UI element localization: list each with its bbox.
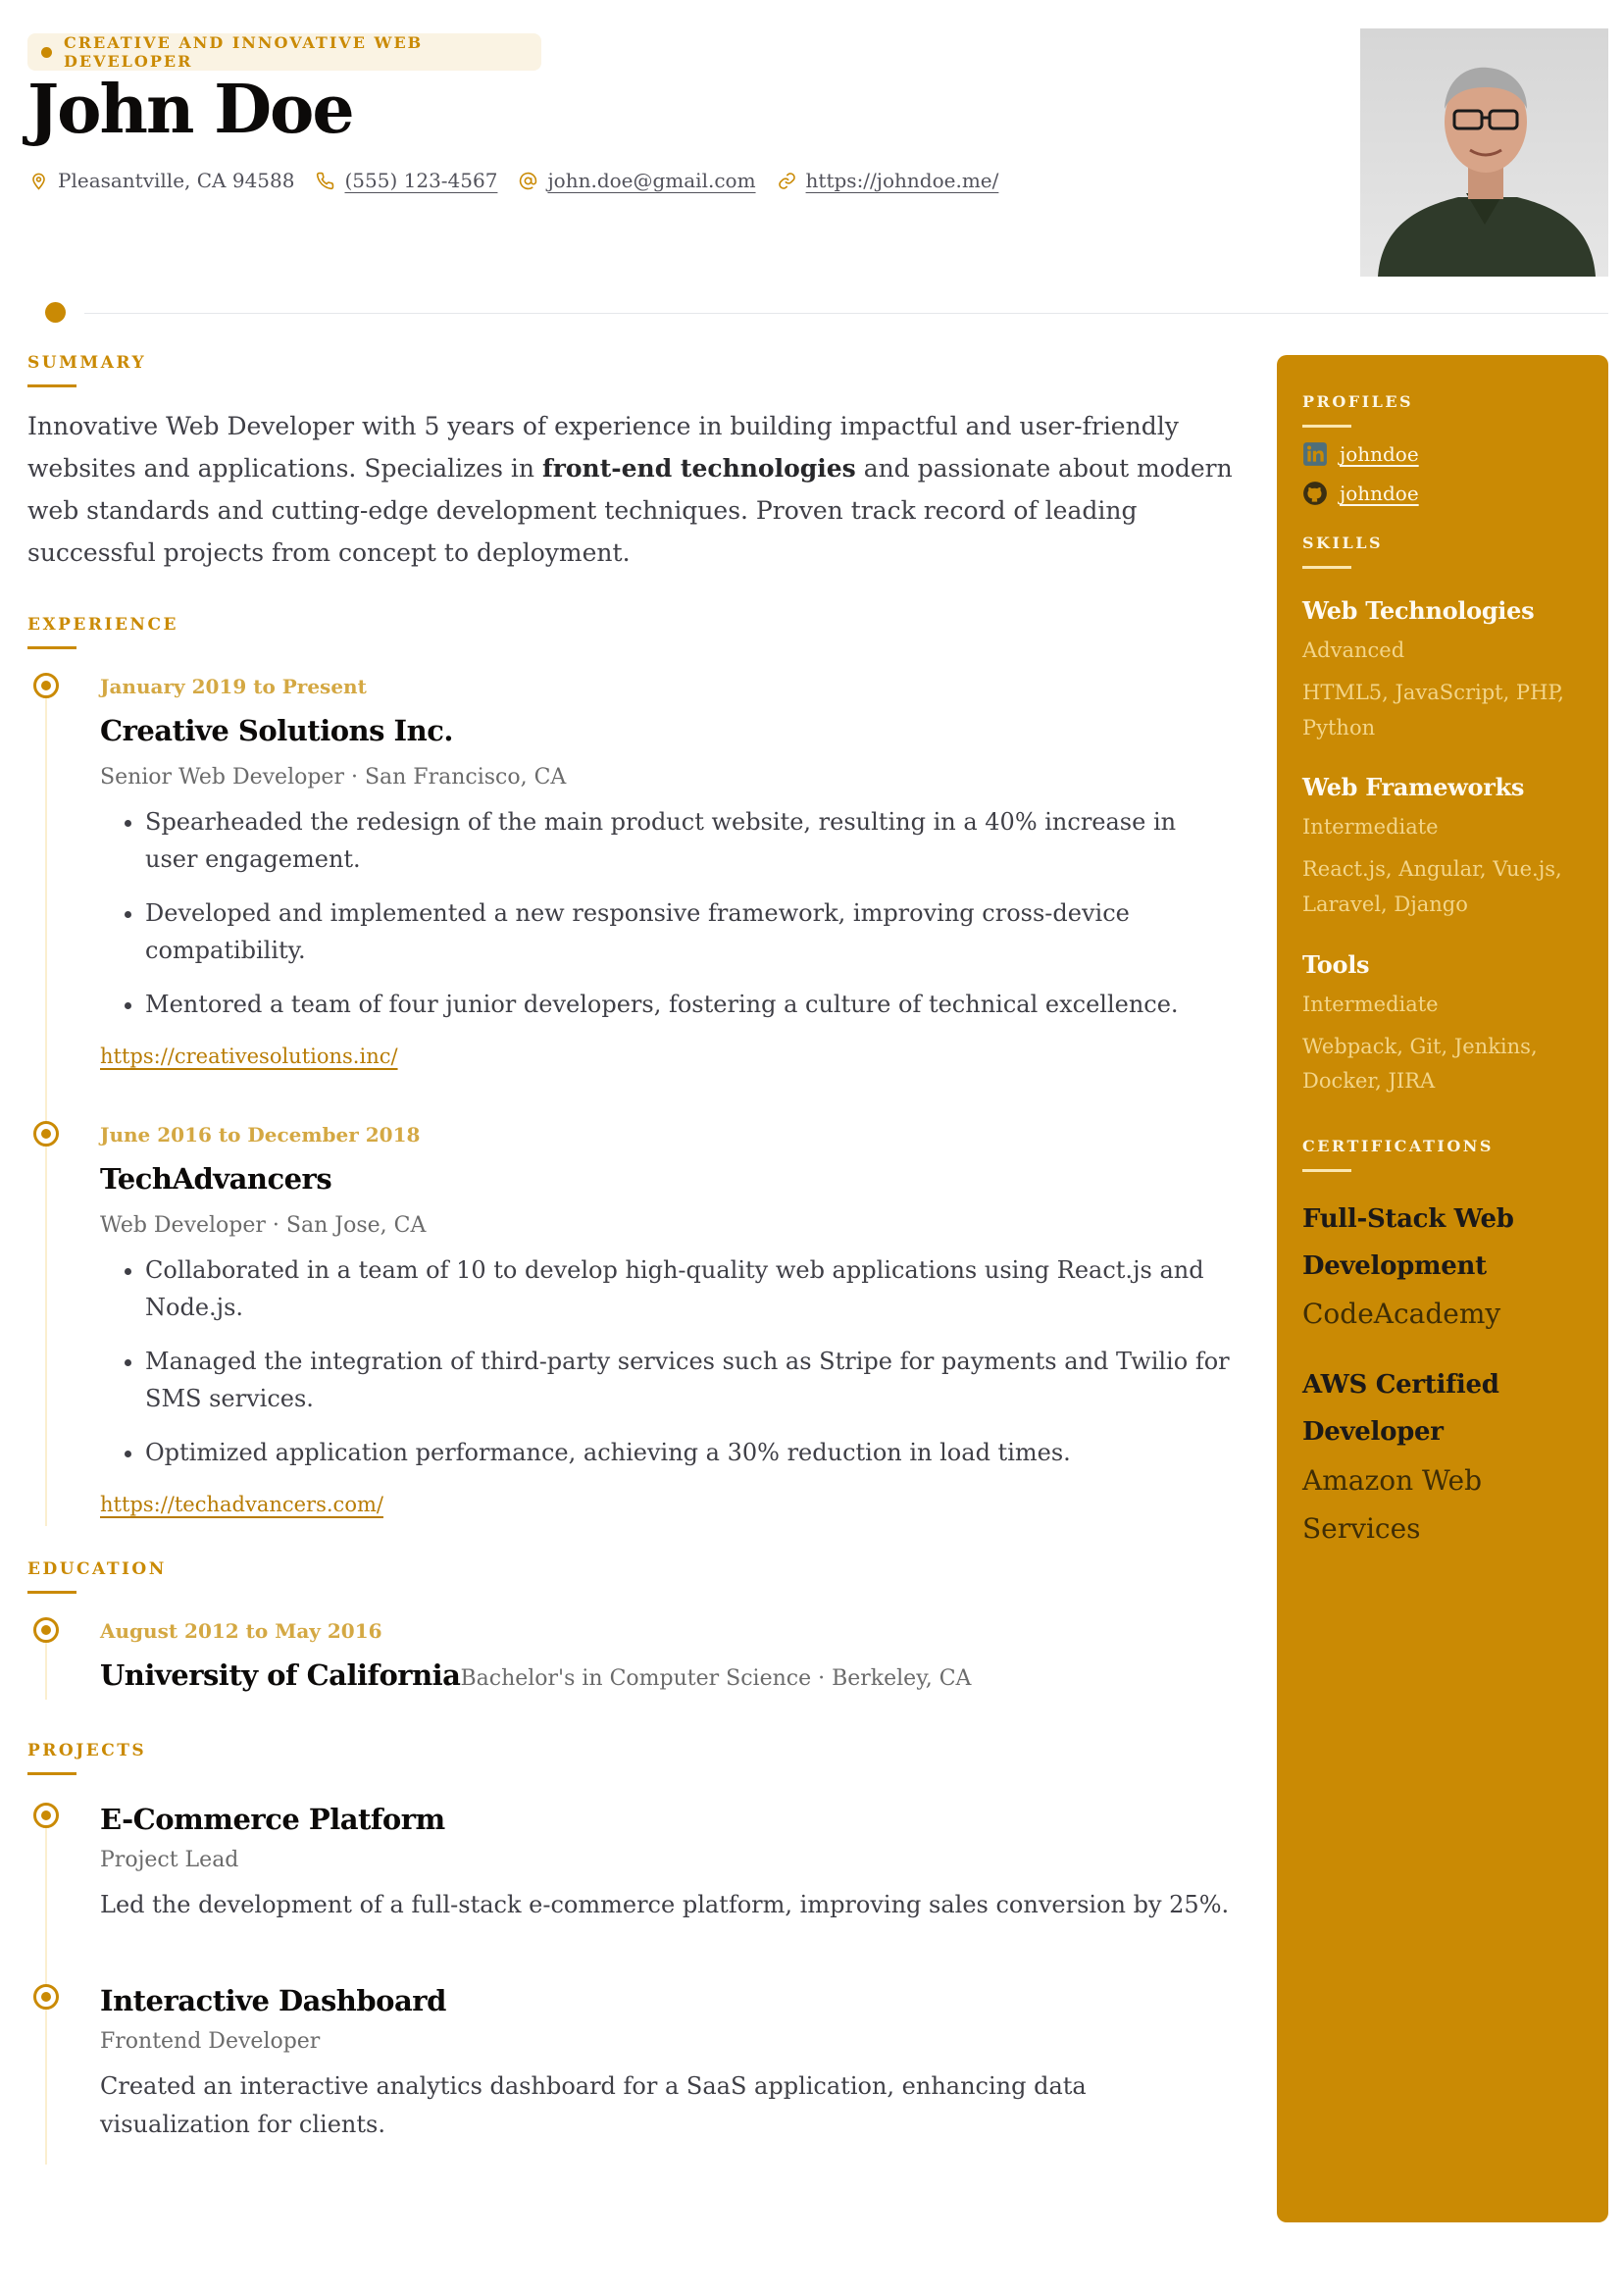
experience-entry: [47, 1121, 1236, 1516]
circle-dot-icon: [33, 1121, 59, 1147]
circle-dot-icon: [33, 673, 59, 698]
profiles-title: PROFILES: [1302, 392, 1414, 411]
certification-name: Full-Stack Web Development: [1302, 1204, 1514, 1282]
contact-email[interactable]: [519, 169, 755, 192]
linkedin-icon: [1302, 441, 1328, 467]
phone-link[interactable]: (555) 123-4567: [344, 169, 498, 192]
job-role: Web Developer · San Jose, CA: [100, 1212, 427, 1238]
company-url-link[interactable]: https://creativesolutions.inc/: [100, 1044, 398, 1068]
project-role: Project Lead: [100, 1847, 239, 1872]
candidate-name: John Doe: [27, 71, 353, 149]
skill-name: Web Frameworks: [1302, 773, 1525, 802]
bullet-item: • Optimized application performance, achieving a 30% reduction in load times.: [145, 1434, 1236, 1471]
profile-photo-illustration: [1360, 28, 1608, 277]
skill-item: [1302, 596, 1583, 745]
project-entry: [47, 1803, 1236, 1925]
skills-title: SKILLS: [1302, 534, 1383, 552]
education-section: [27, 1559, 1236, 1700]
summary-text-bold: front-end technologies: [541, 454, 856, 483]
experience-section: [27, 615, 1236, 1526]
experience-bullets: [100, 803, 1236, 1023]
skills-list: [1302, 596, 1583, 1099]
education-title: EDUCATION: [27, 1558, 167, 1579]
contact-location: [29, 169, 294, 192]
certifications-rule: [1302, 1169, 1351, 1172]
experience-bullets: [100, 1251, 1236, 1471]
main-column: [27, 353, 1236, 2165]
project-description: Created an interactive analytics dashboard for a SaaS application, enhancing data visualization for clients.: [100, 2071, 1087, 2139]
linkedin-username[interactable]: johndoe: [1340, 442, 1419, 466]
contact-phone[interactable]: [316, 169, 497, 192]
experience-title: EXPERIENCE: [27, 615, 178, 635]
summary-text: [27, 405, 1236, 574]
experience-timeline: [45, 673, 1236, 1526]
company-name: TechAdvancers: [100, 1161, 332, 1196]
project-entry: [47, 1984, 1236, 2145]
summary-title: SUMMARY: [27, 353, 147, 373]
certification-name: AWS Certified Developer: [1302, 1370, 1499, 1448]
education-rule: [27, 1591, 76, 1594]
headline-dot: [41, 47, 52, 58]
certifications-list: [1302, 1196, 1583, 1552]
location-text: Pleasantville, CA 94588: [58, 169, 295, 192]
experience-entry: [47, 673, 1236, 1068]
summary-section: [27, 353, 1236, 574]
skill-item: [1302, 773, 1583, 922]
skill-keywords: React.js, Angular, Vue.js, Laravel, Django: [1302, 857, 1562, 917]
degree-details: Bachelor's in Computer Science · Berkeley, CA: [460, 1665, 972, 1691]
header-divider: [84, 313, 1608, 314]
circle-dot-icon: [33, 1984, 59, 2010]
certification-item: [1302, 1196, 1583, 1338]
education-date: August 2012 to May 2016: [100, 1618, 382, 1643]
github-username[interactable]: johndoe: [1340, 482, 1419, 505]
education-heading: [100, 1658, 1236, 1692]
certification-item: [1302, 1361, 1583, 1552]
project-name: E-Commerce Platform: [100, 1802, 445, 1836]
profile-linkedin[interactable]: [1302, 441, 1583, 467]
project-name: Interactive Dashboard: [100, 1983, 446, 2017]
bullet-item: • Developed and implemented a new responsive framework, improving cross-device compatibility.: [145, 894, 1236, 970]
institution-name: University of California: [100, 1657, 461, 1692]
certifications-title: CERTIFICATIONS: [1302, 1137, 1494, 1156]
map-pin-icon: [29, 172, 48, 190]
headline-badge: [27, 33, 541, 71]
bullet-item: • Mentored a team of four junior developers, fostering a culture of technical excellence.: [145, 986, 1236, 1023]
profile-photo: [1360, 28, 1608, 277]
certification-issuer: CodeAcademy: [1302, 1298, 1501, 1331]
circle-dot-icon: [33, 1617, 59, 1643]
at-sign-icon: [519, 172, 537, 190]
project-description: Led the development of a full-stack e-commerce platform, improving sales conversion by 25%.: [100, 1890, 1230, 1918]
projects-title: PROJECTS: [27, 1740, 147, 1760]
projects-section: [27, 1741, 1236, 2165]
skill-level: Advanced: [1302, 638, 1405, 662]
divider-dot: [45, 302, 66, 323]
skills-rule: [1302, 566, 1351, 569]
circle-dot-icon: [33, 1803, 59, 1828]
headline-text: CREATIVE AND INNOVATIVE WEB DEVELOPER: [64, 33, 424, 71]
summary-rule: [27, 384, 76, 387]
contact-bar: [29, 169, 998, 192]
bullet-item: • Collaborated in a team of 10 to develop high-quality web applications using React.js and Node.js.: [145, 1251, 1236, 1327]
skill-level: Intermediate: [1302, 992, 1439, 1016]
projects-rule: [27, 1772, 76, 1775]
email-link[interactable]: john.doe@gmail.com: [547, 169, 756, 192]
skill-name: Tools: [1302, 949, 1370, 979]
profile-github[interactable]: [1302, 481, 1583, 506]
link-icon: [778, 172, 796, 190]
projects-timeline: [45, 1803, 1236, 2165]
certification-issuer: Amazon Web Services: [1302, 1463, 1482, 1545]
experience-date: January 2019 to Present: [100, 675, 367, 698]
skill-keywords: Webpack, Git, Jenkins, Docker, JIRA: [1302, 1034, 1538, 1094]
skill-name: Web Technologies: [1302, 596, 1535, 625]
experience-rule: [27, 646, 76, 649]
profiles-rule: [1302, 425, 1351, 428]
skill-keywords: HTML5, JavaScript, PHP, Python: [1302, 681, 1564, 739]
skill-level: Intermediate: [1302, 815, 1439, 840]
summary-text-end: and passionate about modern web standards and cutting-edge development techniques. Proven track record of leading successful projects from concept to deployment.: [27, 454, 1233, 567]
website-link[interactable]: https://johndoe.me/: [805, 169, 999, 192]
experience-date: June 2016 to December 2018: [100, 1122, 421, 1147]
job-role: Senior Web Developer · San Francisco, CA: [100, 765, 567, 790]
company-url-link[interactable]: https://techadvancers.com/: [100, 1492, 383, 1516]
profiles-list: [1302, 441, 1583, 506]
project-role: Frontend Developer: [100, 2028, 321, 2054]
summary-text-start: Innovative Web Developer with 5 years of experience in building impactful and user-friendly websites and applications. Specializes in: [27, 412, 1179, 483]
company-name: Creative Solutions Inc.: [100, 714, 453, 747]
phone-icon: [316, 172, 334, 190]
sidebar: [1277, 355, 1608, 2222]
education-timeline: [45, 1617, 1236, 1700]
github-icon: [1302, 481, 1328, 506]
contact-website[interactable]: [778, 169, 999, 192]
skill-item: [1302, 950, 1583, 1099]
bullet-item: • Managed the integration of third-party services such as Stripe for payments and Twilio for SMS services.: [145, 1343, 1236, 1418]
bullet-item: • Spearheaded the redesign of the main product website, resulting in a 40% increase in user engagement.: [145, 803, 1236, 879]
education-entry: [47, 1617, 1236, 1692]
